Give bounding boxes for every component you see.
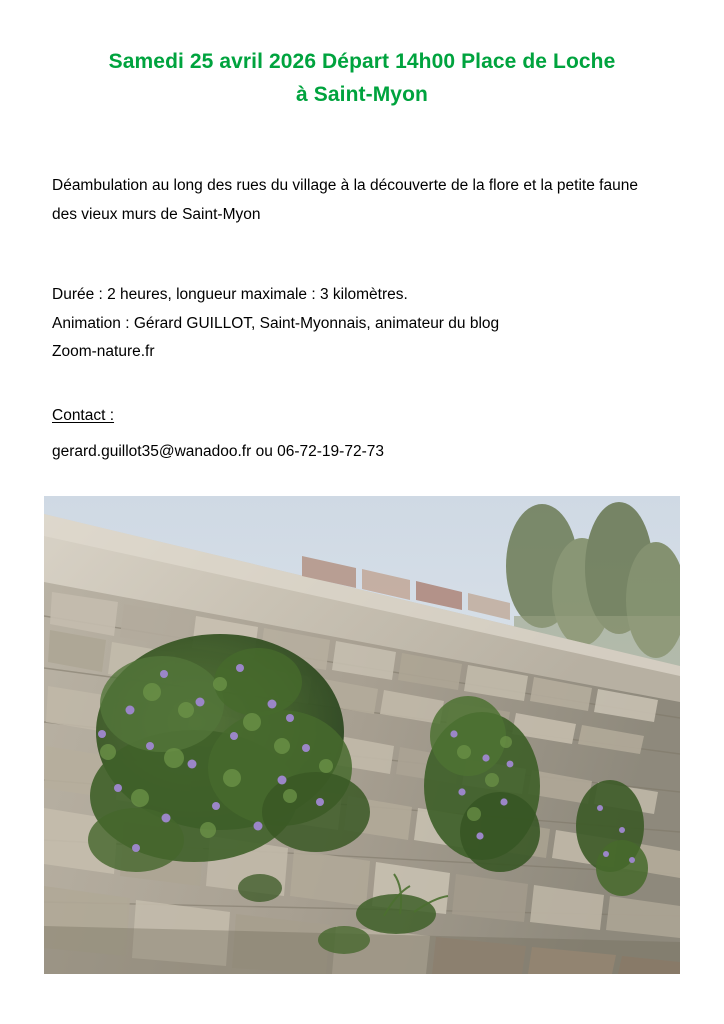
details-block — [52, 281, 666, 367]
page-title-line-1: Samedi 25 avril 2026 Départ 14h00 Place de Loche — [108, 50, 616, 73]
detail-animation: Animation : Gérard GUILLOT, Saint-Myonnais, animateur du blog — [52, 314, 500, 332]
page-title — [52, 46, 672, 111]
page-title-line-2: à Saint-Myon — [296, 82, 428, 106]
detail-duration: Durée : 2 heures, longueur maximale : 3 kilomètres. — [52, 286, 408, 303]
detail-blog: Zoom-nature.fr — [52, 343, 155, 361]
wall-flora-photo — [44, 496, 680, 974]
contact-label-text: Contact : — [52, 407, 115, 424]
wall-flora-photo-graphic — [44, 496, 680, 974]
contact-value: gerard.guillot35@wanadoo.fr ou 06-72-19-72-73 — [52, 443, 384, 460]
contact-label — [52, 402, 666, 431]
intro-paragraph: Déambulation au long des rues du village à la découverte de la flore et la petite faune des vieux murs de Saint-Myon — [52, 177, 638, 223]
